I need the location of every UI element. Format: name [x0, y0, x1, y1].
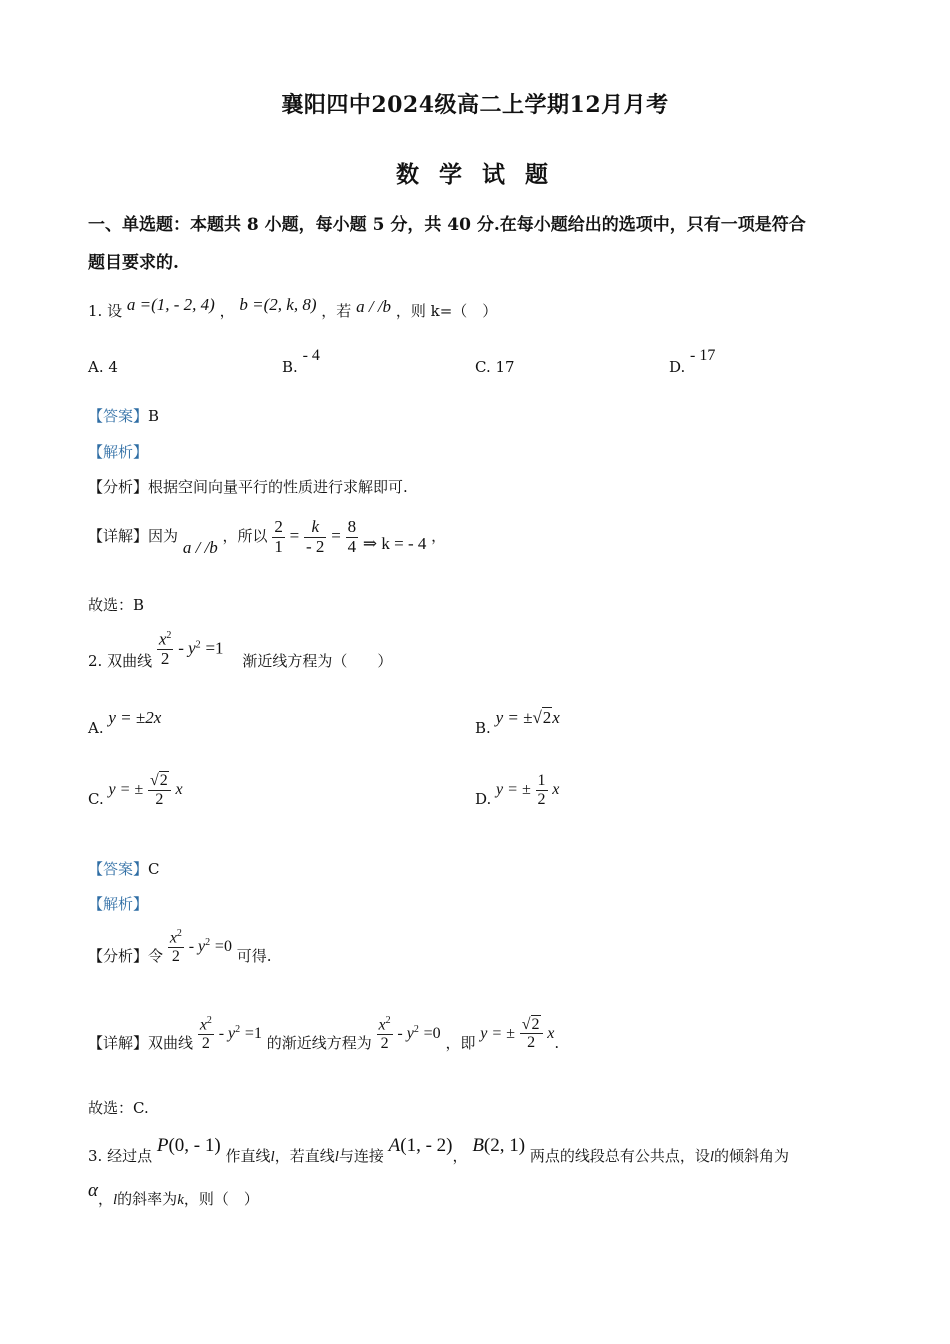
q1-detail: 【详解】因为 a / /b ，所以 $\frac{2}{1}$ = $\frac{k}{- 2}$ = $\frac{8}{4}$ ⇒ k = - 4 ， — [88, 517, 447, 558]
q2-option-a: A. y = ±2x — [88, 708, 162, 737]
q1-option-b: B. - 4 — [282, 347, 320, 376]
q2-detail: 【详解】双曲线 $\frac{x^2}{2}$ - $y^2 =1$ 的渐近线方程为 $\frac{x^2}{2}$ - $y^2 =0$ ，即 y = ± $\frac{√2}{2}$ x. — [88, 1015, 560, 1052]
question-3-stem-line1: 3. 经过点 P(0, - 1) 作直线l，若直线l与连接 A(1, - 2)， B(2, 1) 两点的线段总有公共点，设l的倾斜角为 — [88, 1135, 790, 1165]
fraction-k-neg2: $\frac{k}{- 2}$ — [306, 517, 325, 556]
q2-option-d: D. y = ± $\frac{1}{2}$ x — [475, 772, 560, 809]
hyperbola-fraction: $\frac{x^2}{2}$ — [158, 629, 172, 669]
question-1-stem: 1. 设 a =(1, - 2, 4) ， b =(2, k, 8) ，若 a / /b ，则 k=（ ） — [88, 295, 498, 320]
parallel-expr: a / /b — [356, 297, 392, 316]
fraction-8-4: $\frac{8}{4}$ — [347, 517, 357, 556]
q2-analysis-label: 【解析】 — [88, 895, 149, 913]
question-2-stem: 2. 双曲线 $\frac{x^2}{2}$ - $y^2 =1$ 渐近线方程为（ ） — [88, 629, 393, 670]
q2-answer: 【答案】C — [88, 860, 160, 878]
vector-b: b =(2, k, 8) — [239, 295, 317, 314]
page-title: 襄阳四中2024级高二上学期12月月考 — [281, 92, 669, 118]
q1-option-a: A. 4 — [88, 358, 118, 376]
section-heading-line2: 题目要求的. — [88, 253, 179, 273]
q1-choose: 故选：B — [88, 596, 145, 614]
vector-a: a =(1, - 2, 4) — [126, 295, 215, 314]
q1-option-c: C. 17 — [475, 358, 515, 376]
q1-answer: 【答案】B — [88, 407, 160, 425]
page-subtitle: 数 学 试 题 — [395, 161, 555, 188]
q2-fenxi: 【分析】令 $\frac{x^2}{2}$ - $y^2 =0$ 可得. — [88, 928, 272, 965]
q2-option-b: B. y = ±√2x — [475, 708, 560, 737]
q2-option-c: C. y = ± $\frac{√2}{2}$ x — [88, 772, 183, 809]
q1-analysis-label: 【解析】 — [88, 443, 149, 461]
q1-fenxi: 【分析】根据空间向量平行的性质进行求解即可. — [88, 478, 408, 496]
q2-choose: 故选：C. — [88, 1099, 149, 1117]
section-heading-line1: 一、单选题：本题共 8 小题，每小题 5 分，共 40 分.在每小题给出的选项中，只有一项是符合 — [88, 215, 806, 235]
q1-option-d: D. - 17 — [669, 347, 716, 376]
question-3-stem-line2: α，l的斜率为k，则（ ） — [88, 1180, 259, 1208]
fraction-2-1: $\frac{2}{1}$ — [274, 517, 283, 556]
